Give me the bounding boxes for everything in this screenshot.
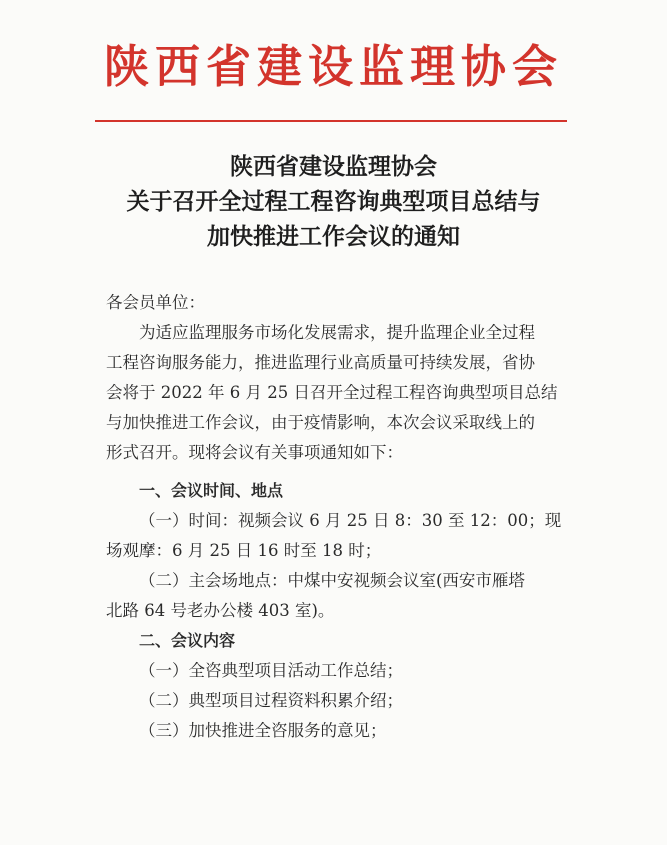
paragraph-line: 会将于 2022 年 6 月 25 日召开全过程工程咨询典型项目总结: [106, 383, 558, 402]
paragraph-line: （一）时间：视频会议 6 月 25 日 8：30 至 12：00；现: [139, 511, 562, 530]
section1-item-venue: [106, 566, 568, 626]
document-body: [106, 288, 568, 746]
section-heading: 一、会议时间、地点: [139, 481, 284, 500]
title-line: 关于召开全过程工程咨询典型项目总结与: [126, 189, 541, 215]
paragraph-line: 与加快推进工作会议，由于疫情影响，本次会议采取线上的: [106, 413, 535, 432]
title-line: 加快推进工作会议的通知: [207, 224, 460, 250]
paragraph-line: 形式召开。现将会议有关事项通知如下：: [106, 443, 403, 462]
section-heading: 二、会议内容: [139, 631, 236, 650]
document-title: [0, 150, 667, 255]
paragraph-line: 场观摩：6 月 25 日 16 时至 18 时；: [106, 541, 382, 560]
letterhead-title: 陕西省建设监理协会: [103, 40, 563, 93]
intro-paragraph: [106, 318, 568, 468]
letterhead-divider: [95, 120, 567, 122]
paragraph-line: （二）主会场地点：中煤中安视频会议室(西安市雁塔: [139, 571, 525, 590]
list-item: （一）全咨典型项目活动工作总结；: [139, 661, 403, 680]
paragraph-line: 北路 64 号老办公楼 403 室)。: [106, 601, 335, 620]
list-item: （二）典型项目过程资料积累介绍；: [139, 691, 403, 710]
section1-item-time: [106, 506, 568, 566]
paragraph-line: 为适应监理服务市场化发展需求，提升监理企业全过程: [139, 323, 535, 342]
paragraph-line: 工程咨询服务能力，推进监理行业高质量可持续发展，省协: [106, 353, 535, 372]
salutation: 各会员单位：: [106, 293, 205, 312]
list-item: （三）加快推进全咨服务的意见；: [139, 721, 387, 740]
title-line: 陕西省建设监理协会: [230, 154, 437, 180]
